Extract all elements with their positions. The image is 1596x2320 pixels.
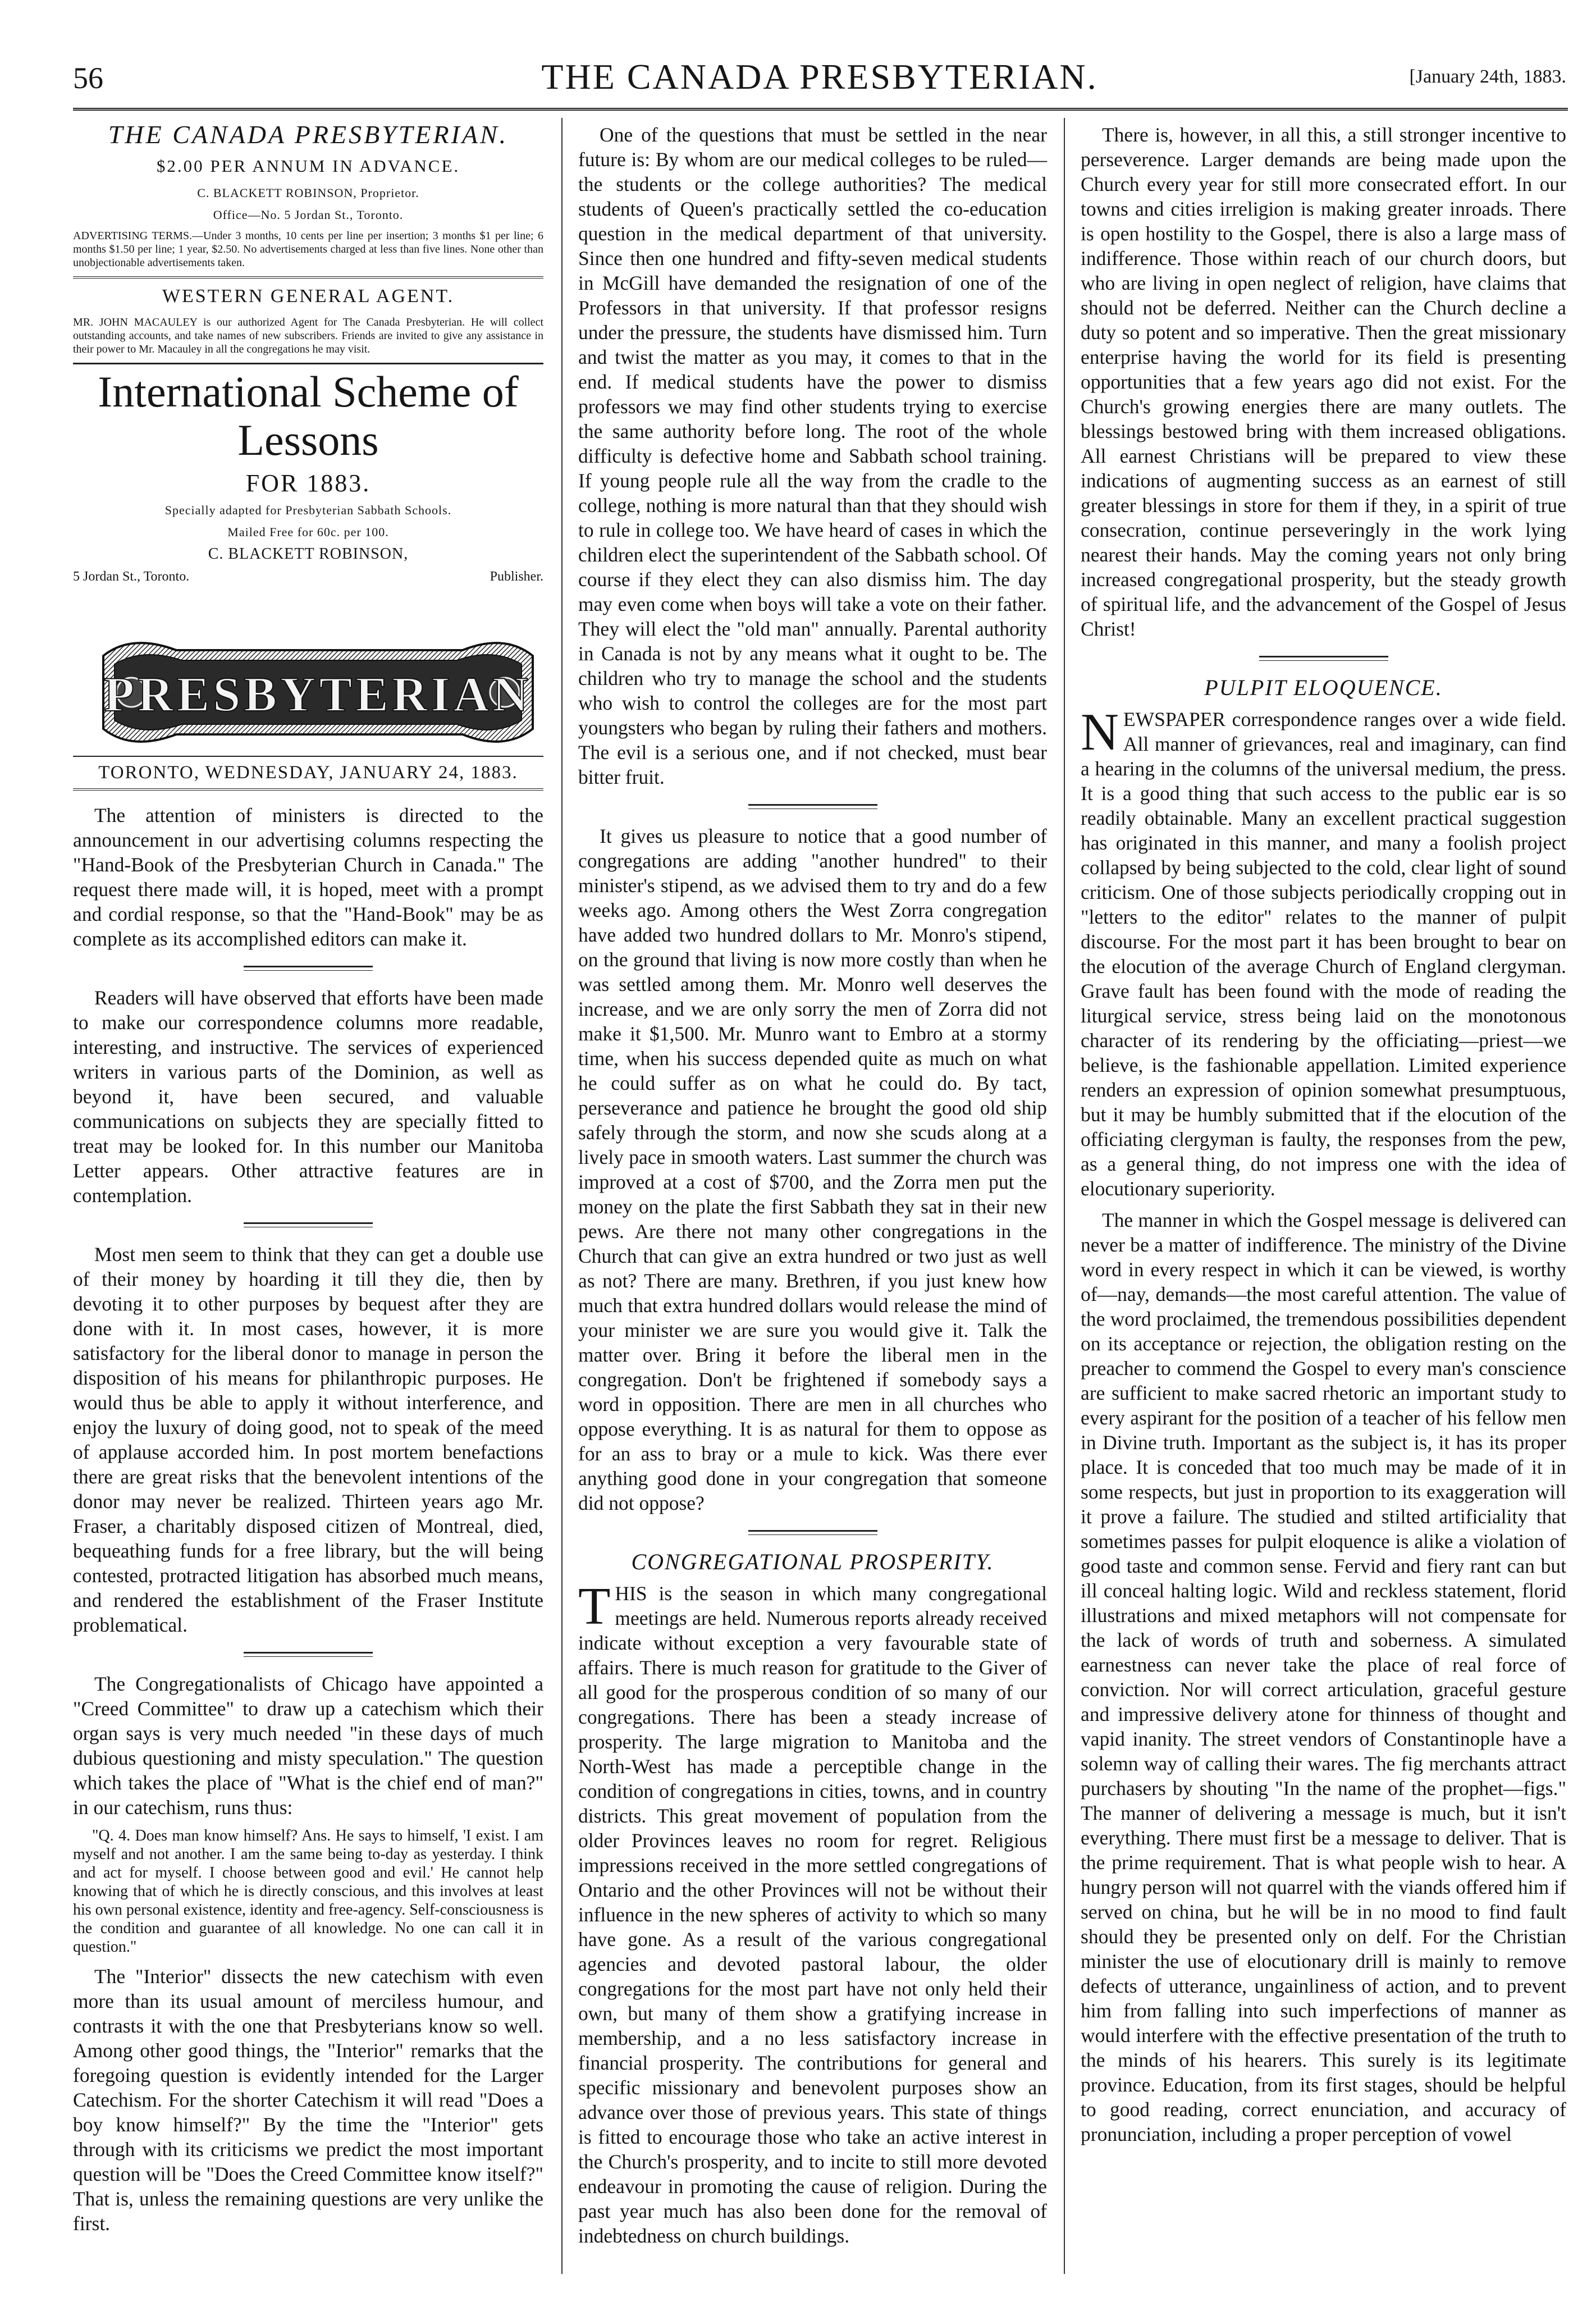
paragraph [1081,703,1566,1201]
paragraph: The attention of ministers is directed to the announcement in our advertising columns respecting the "Hand-Book of the Presbyterian Church in Canada." The request there made will, it is hoped, meet with a prompt and cordial response, so that the "Hand-Book" may be as complete as its accomplished editors can make it. [73,804,543,950]
dateline-top-rule [73,756,543,757]
separator [1259,656,1388,661]
column-right [1081,122,1566,2153]
separator [244,1652,373,1657]
masthead-rule [73,276,543,280]
paragraph: Most men seem to think that they can get a double use of their money by hoarding it till they die, then by devoting it to other purposes by bequest after they are done with it. In most cases, however, it is more satisfactory for the liberal donor to manage in person the disposition of his means for philanthropic purposes. He would thus be able to apply it without interference, and enjoy the luxury of doing good, not to speak of the meed of applause accorded him. In post mortem benefactions there are great risks that the benevolent intentions of the donor may never be realized. Thirteen years ago Mr. Fraser, a charitably disposed citizen of Montreal, died, bequeathing funds for a free library, but the will being contested, protracted litigation has absorbed much means, and rendered the establishment of the Fraser Institute problematical. [73,1243,543,1636]
separator [748,804,877,809]
scheme-title: International Scheme of Lessons [98,367,519,464]
header-rule [73,108,1568,112]
masthead-subscription: $2.00 PER ANNUM IN ADVANCE. [156,156,460,176]
column-middle [578,122,1047,2255]
scheme-mailed: Mailed Free for 60c. per 100. [227,525,389,539]
separator [748,1530,877,1535]
masthead-proprietor: C. BLACKETT ROBINSON, Proprietor. [197,186,419,200]
scheme-year: FOR 1883. [245,469,371,497]
paragraph: The "Interior" dissects the new catechism with even more than its usual amount of merciless humour, and contrasts it with the one that Presbyterians know so well. Among other good things, the "Interior" remarks that the foregoing question is evidently intended for the Larger Catechism. For the shorter Catechism it will read "Does a boy know himself?" By the time the "Interior" gets through with its criticisms we predict the most important question will be "Does the Creed Committee know itself?" That is, unless the remaining questions are very unlike the first. [73,1965,543,2235]
paragraph: The manner in which the Gospel message is delivered can never be a matter of indifference. The ministry of the Divine word in every respect in which it can be viewed, is worthy of—nay, demands—the most careful attention. The value of the word proclaimed, the tremendous possibilities dependent on its acceptance or rejection, the obligation resting on the preacher to commend the Gospel to every man's conscience are sufficient to make sacred rhetoric an important study to every aspirant for the position of a teacher of his fellow men in Divine truth. Important as the subject is, it has its proper place. It is conceded that too much may be made of it in some respects, but just in proportion to its exaggeration will it prove a failure. The studied and stilted artificiality that sometimes passes for pulpit eloquence is alike a violation of good taste and common sense. Fervid and fiery rant can but ill conceal halting logic. Wild and reckless statement, florid illustrations and mixed metaphors will not compensate for the lack of words of truth and soberness. A simulated earnestness can never take the place of real force of conviction. Nor will correct articulation, graceful gesture and impressive delivery atone for thinness of thought and vapid inanity. The street vendors of Constantinople have a solemn way of calling their wares. The fig merchants attract purchasers by shouting "In the name of the prophet—figs." The manner of delivering a message is much, but it isn't everything. There must first be a message to deliver. That is the prime requirement. That is what people wish to hear. A hungry person will not quarrel with the viands offered him if served on china, but he will be in no mood to find fault should they be presented only on delf. For the Christian minister the use of elocutionary drill is mainly to remove defects of utterance, ungainliness of action, and to prevent him from falling into such imperfections of manner as would interfere with the effective presentation of the truth to the minds of his hearers. This surely is its legitimate province. Education, from its first stages, should be helpful to good reading, correct enunciation, and accuracy of pronunciation, including a proper perception of vowel [1081,1209,1566,2145]
banner-artwork [98,633,538,751]
column-left [73,122,543,585]
issue-date: [January 24th, 1883. [1409,66,1566,87]
scheme-publisher-label: Publisher. [490,569,543,584]
drop-cap: N [1081,703,1119,761]
masthead-title: THE CANADA PRESBYTERIAN. [108,120,509,149]
column-divider [561,118,563,2274]
paragraph-text: HIS is the season in which many congregational meetings are held. Numerous reports already received indicate without exception a very favourable state of affairs. There is much reason for gratitude to the Giver of all good for the prosperous condition of so many of our congregations. There has been a steady increase of prosperity. The large migration to Manitoba and the North-West has made a perceptible change in the condition of congregations in cities, towns, and in country districts. This great movement of population from the older Provinces leaves no room for regret. Religious impressions received in the more settled congregations of Ontario and the other Provinces will not be without their influence in the new spheres of activity to which so many have gone. As a result of the various congregational agencies and devoted pastoral labour, the older congregations for the most part have not only held their own, but many of them show a gratifying increase in membership, and a no less satisfactory increase in financial prosperity. The contributions for general and specific missionary and benevolent purposes show an advance over those of previous years. This state of things is fitted to encourage those who take an active interest in the Church's prosperity, and to incite to still more devoted endeavour in promoting the cause of religion. During the past year much has also been done for the removal of indebtedness on church buildings. [578,1582,1047,2247]
paragraph: The Congregationalists of Chicago have appointed a "Creed Committee" to draw up a catechism which their organ says is very much needed "in these days of much dubious questioning and misty speculation." The question which takes the place of "What is the chief end of man?" in our catechism, runs thus: [73,1673,543,1819]
column-left-body [73,756,543,2243]
paragraph: There is, however, in all this, a still stronger incentive to perseverence. Larger demands are being made upon the Church every year for still more consecrated effort. In our towns and cities irreligion is making greater inroads. There is open hostility to the Gospel, there is also a large mass of indifference. Those within reach of our church doors, but who are living in open neglect of religion, have claims that should not be deferred. Neither can the Church decline a duty so potent and so imperative. Then the great missionary enterprise having the world for its field is presenting opportunities that a few years ago did not exist. For the Church's growing energies there are many outlets. The blessings bestowed bring with them increased obligations. All earnest Christians will be prepared to view these indications of augmenting success as an earnest of still greater blessings in store for them if they, in a spirit of true consecration, continue perseveringly in the work lying nearest their hands. May the coming years not only bring increased congregational prosperity, but the steady growth of spiritual life, and the advancement of the Gospel of Jesus Christ! [1081,124,1566,640]
scheme-publisher: C. BLACKETT ROBINSON, [208,545,409,563]
page-number: 56 [73,61,103,95]
paragraph: One of the questions that must be settled in the near future is: By whom are our medical colleges to be ruled—the students or the college authorities? The medical students of Queen's practically settled the co-education question in the medical department of that university. Since then one hundred and fifty-seven medical students in McGill have demanded the resignation of one of the Professors in that university. If that professor resigns under the pressure, the students have dismissed him. Turn and twist the matter as you may, it comes to that in the end. If medical students have the power to dismiss professors we may find other students trying to exercise the same authority before long. The root of the whole difficulty is defective home and Sabbath school training. If young people rule all the way from the cradle to the college, nothing is more natural than that they should wish to rule in college too. We have heard of cases in which the children elect the superintendent of the Sabbath school. Of course if they elect they can also dismiss him. The day may even come when boys will take a vote on their father. They will elect the "old man" annually. Parental authority in Canada is not by any means what it ought to be. The children who try to manage the school and the students who wish to control the colleges are for the most part youngsters who began by ruling their fathers and mothers. The evil is a serious one, and if not checked, must bear bitter fruit. [578,124,1047,788]
dateline-bottom-rule [73,788,543,792]
masthead-banner [98,633,538,751]
paper-name: THE CANADA PRESBYTERIAN. [541,57,1098,97]
separator [244,1222,373,1227]
masthead-office: Office—No. 5 Jordan St., Toronto. [213,208,404,222]
column-divider [1064,118,1065,2274]
scheme-adapted: Specially adapted for Presbyterian Sabbath Schools. [164,503,452,517]
paragraph [578,1577,1047,2248]
catechism-quote: "Q. 4. Does man know himself? Ans. He says to himself, 'I exist. I am myself and not another. I am the same being to-day as yesterday. I think and act for myself. I choose between good and evil.' He cannot help knowing that of which he is directly conscious, and this involves at least his own personal existence, identity and free-agency. Self-consciousness is the condition and guarantee of all knowledge. No one can call it in question." [73,1827,543,1956]
paragraph: It gives us pleasure to notice that a good number of congregations are adding "another hundred" to their minister's stipend, as we advised them to try and do a few weeks ago. Among others the West Zorra congregation have added two hundred dollars to Mr. Monro's stipend, on the ground that living is now more costly than when he was settled among them. Mr. Monro well deserves the increase, and we are only sorry the men of Zorra did not make it $1,500. Mr. Munro want to Embro at a stormy time, when his success depended quite as much on what he could suffer as on what he could do. By tact, perseverance and patience he brought the good old ship safely through the storm, and now she scuds along at a lively pace in smooth waters. Last summer the church was improved at a cost of $700, and the Zorra men put the money on the plate the first Sabbath they sat in their new pews. Are there not many other congregations in the Church that can give an extra hundred or two just as well as not? There are many. Brethren, if you just knew how much that extra hundred dollars would release the mind of your minister we are sure you would give it. Talk the matter over. Bring it before the liberal men in the congregation. Don't be frightened if somebody says a word in opposition. There are men in all churches who oppose everything. It is as natural for them to oppose as for an ass to bray or a mule to kick. Was there ever anything good done in your congregation that someone did not oppose? [578,825,1047,1514]
paragraph-text: EWSPAPER correspondence ranges over a wide field. All manner of grievances, real and imaginary, can find a hearing in the columns of the universal medium, the press. It is a good thing that such access to the public ear is so readily obtainable. Many an excellent practical suggestion has originated in this manner, and many a foolish project collapsed by being subjected to the cold, clear light of sound criticism. One of those subjects periodically cropping out in "letters to the editor" relates to the manner of pulpit discourse. For the most part it has been brought to bear on the elocution of the average Church of England clergyman. Grave fault has been found with the mode of reading the liturgical service, stress being laid on the monotonous character of its rendering by the officiating—priest—we believe, is the fashionable appellation. Limited experience renders an expression of opinion somewhat presumptuous, but it may be humbly submitted that if the elocution of the officiating clergyman is faulty, the responses from the pew, as a general thing, do not impress one with the idea of elocutionary superiority. [1081,708,1566,1200]
banner-word: PRESBYTERIAN [104,668,532,722]
paragraph: Readers will have observed that efforts have been made to make our correspondence columns more readable, interesting, and instructive. The services of experienced writers in various parts of the Dominion, as well as beyond it, have been secured, and valuable communications on subjects they are specially fitted to treat may be looked for. In this number our Manitoba Letter appears. Other attractive features are in contemplation. [73,987,543,1207]
section-heading: PULPIT ELOQUENCE. [1204,675,1443,700]
scheme-address: 5 Jordan St., Toronto. [73,569,190,584]
agent-heading: WESTERN GENERAL AGENT. [162,286,455,307]
scheme-footer [73,568,543,585]
agent-text: MR. JOHN MACAULEY is our authorized Agent for The Canada Presbyterian. He will collect outstanding accounts, and take names of new subscribers. Friends are invited to give any assistance in their power to Mr. Macauley in all the congregations he may visit. [73,316,543,355]
advertising-terms: ADVERTISING TERMS.—Under 3 months, 10 cents per line per insertion; 3 months $1 per line; 6 months $1.50 per line; 1 year, $2.50. No advertisements charged at less than five lines. None other than unobjectionable advertisements taken. [73,230,543,269]
agent-rule [73,363,543,364]
running-header [73,56,1566,101]
dateline: TORONTO, WEDNESDAY, JANUARY 24, 1883. [98,762,518,783]
drop-cap: T [578,1577,611,1636]
section-heading: CONGREGATIONAL PROSPERITY. [631,1549,994,1574]
masthead [73,122,543,585]
separator [244,966,373,971]
